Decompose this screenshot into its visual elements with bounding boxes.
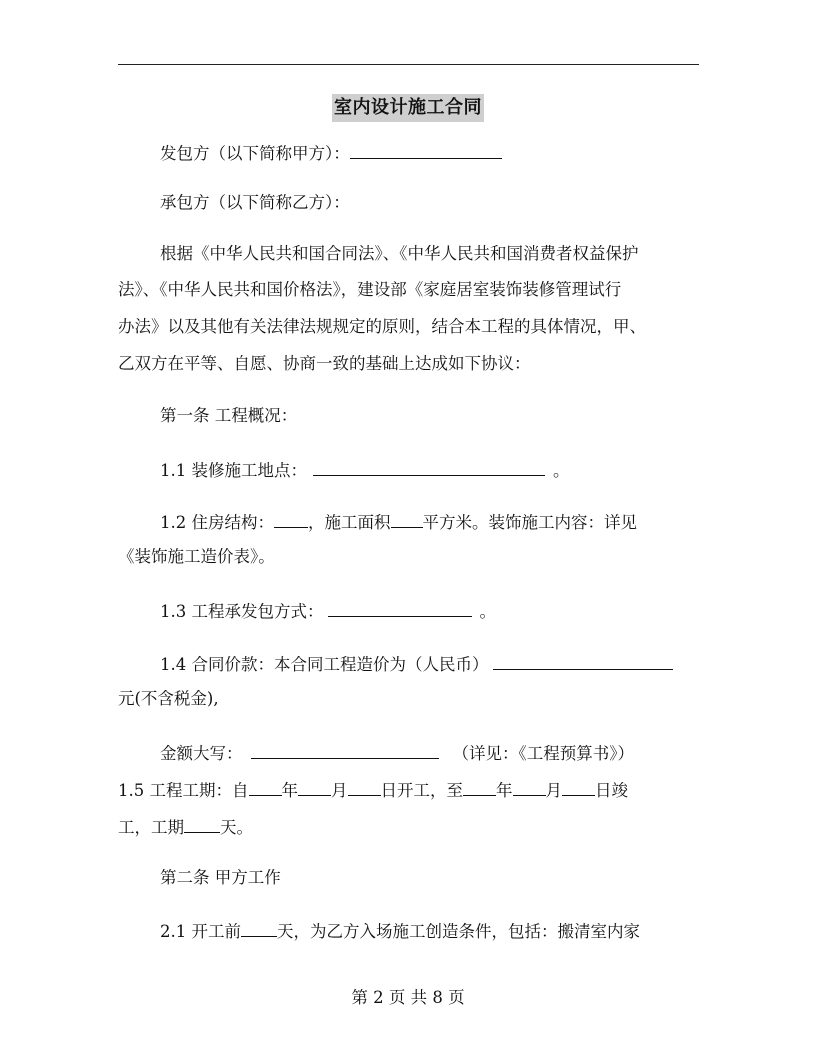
- duration-blank[interactable]: [184, 814, 220, 833]
- item-1-2-area-label: ，施工面积: [308, 513, 391, 532]
- intro-line-1: [160, 242, 639, 266]
- item-1-4-tax-note: 元(不含税金),: [118, 689, 219, 708]
- start-day-unit: 日开工，至: [380, 781, 463, 800]
- item-1-5: [118, 777, 628, 803]
- item-1-4-label: 1.4 合同价款：本合同工程造价为（人民币）: [160, 655, 489, 674]
- item-1-1-label: 1.1 装修施工地点：: [160, 461, 307, 480]
- document-title-text: 室内设计施工合同: [332, 94, 484, 122]
- item-1-3-label: 1.3 工程承发包方式：: [160, 602, 324, 621]
- amount-label: 金额大写：: [160, 744, 243, 763]
- article-2-heading: [160, 866, 281, 890]
- amount-line: [160, 740, 634, 766]
- end-month-blank[interactable]: [513, 777, 546, 796]
- start-month-unit: 月: [331, 781, 348, 800]
- end-day-unit: 日竣: [595, 781, 628, 800]
- area-blank[interactable]: [391, 509, 423, 528]
- end-day-blank[interactable]: [562, 777, 595, 796]
- contract-method-blank[interactable]: [328, 598, 472, 617]
- party-b-label: 承包方（以下简称乙方）：: [160, 193, 350, 212]
- party-a-label: 发包方（以下简称甲方）：: [160, 144, 350, 163]
- item-1-2-content-label: 平方米。装饰施工内容：详见: [422, 513, 637, 532]
- item-2-1-text: 天，为乙方入场施工创造条件，包括：搬清室内家: [277, 922, 640, 941]
- item-1-1: [160, 457, 570, 483]
- intro-text-4: 乙双方在平等、自愿、协商一致的基础上达成如下协议：: [118, 354, 531, 373]
- item-1-2-cont: [118, 545, 275, 569]
- item-1-2: [160, 509, 637, 535]
- end-year-unit: 年: [496, 781, 513, 800]
- document-title: [0, 94, 816, 122]
- item-1-3: [160, 598, 496, 624]
- intro-text-2: 法》、《中华人民共和国价格法》，建设部《家庭居室装饰装修管理试行: [118, 280, 622, 299]
- start-year-unit: 年: [281, 781, 298, 800]
- amount-ref: （详见：《工程预算书》）: [452, 744, 634, 763]
- party-b-line: [160, 191, 350, 215]
- site-address-blank[interactable]: [313, 457, 545, 476]
- intro-text-1: 根据《中华人民共和国合同法》、《中华人民共和国消费者权益保护: [160, 244, 639, 263]
- item-1-1-end: 。: [553, 461, 570, 480]
- intro-line-2: [118, 278, 621, 302]
- article-2-heading-text: 第二条 甲方工作: [160, 868, 281, 887]
- intro-line-3: [118, 315, 646, 339]
- duration-unit: 天。: [220, 818, 253, 837]
- end-month-unit: 月: [545, 781, 562, 800]
- prep-days-blank[interactable]: [241, 918, 277, 937]
- item-1-4: [160, 651, 673, 677]
- party-a-blank[interactable]: [350, 140, 502, 159]
- price-blank[interactable]: [493, 651, 673, 670]
- item-2-1: [160, 918, 640, 944]
- start-month-blank[interactable]: [298, 777, 331, 796]
- item-1-3-end: 。: [479, 602, 496, 621]
- item-2-1-label: 2.1 开工前: [160, 922, 241, 941]
- item-1-4-cont: [118, 687, 219, 711]
- item-1-2-ref: 《装饰施工造价表》。: [118, 547, 275, 566]
- start-year-blank[interactable]: [249, 777, 282, 796]
- item-1-2-label: 1.2 住房结构：: [160, 513, 274, 532]
- end-year-blank[interactable]: [463, 777, 496, 796]
- duration-label: 工，工期: [118, 818, 184, 837]
- party-a-line: [160, 140, 502, 166]
- page-number: 第 2 页 共 8 页: [351, 988, 465, 1007]
- header-rule: [118, 64, 699, 65]
- page-footer: [0, 986, 816, 1010]
- start-day-blank[interactable]: [348, 777, 381, 796]
- article-1-heading: [160, 404, 297, 428]
- intro-text-3: 办法》以及其他有关法律法规规定的原则，结合本工程的具体情况，甲、: [118, 317, 646, 336]
- article-1-heading-text: 第一条 工程概况：: [160, 406, 298, 425]
- item-1-5-label: 1.5 工程工期：自: [118, 781, 249, 800]
- intro-line-4: [118, 352, 531, 376]
- structure-blank[interactable]: [274, 509, 308, 528]
- amount-words-blank[interactable]: [251, 740, 439, 759]
- item-1-5-cont: [118, 814, 253, 840]
